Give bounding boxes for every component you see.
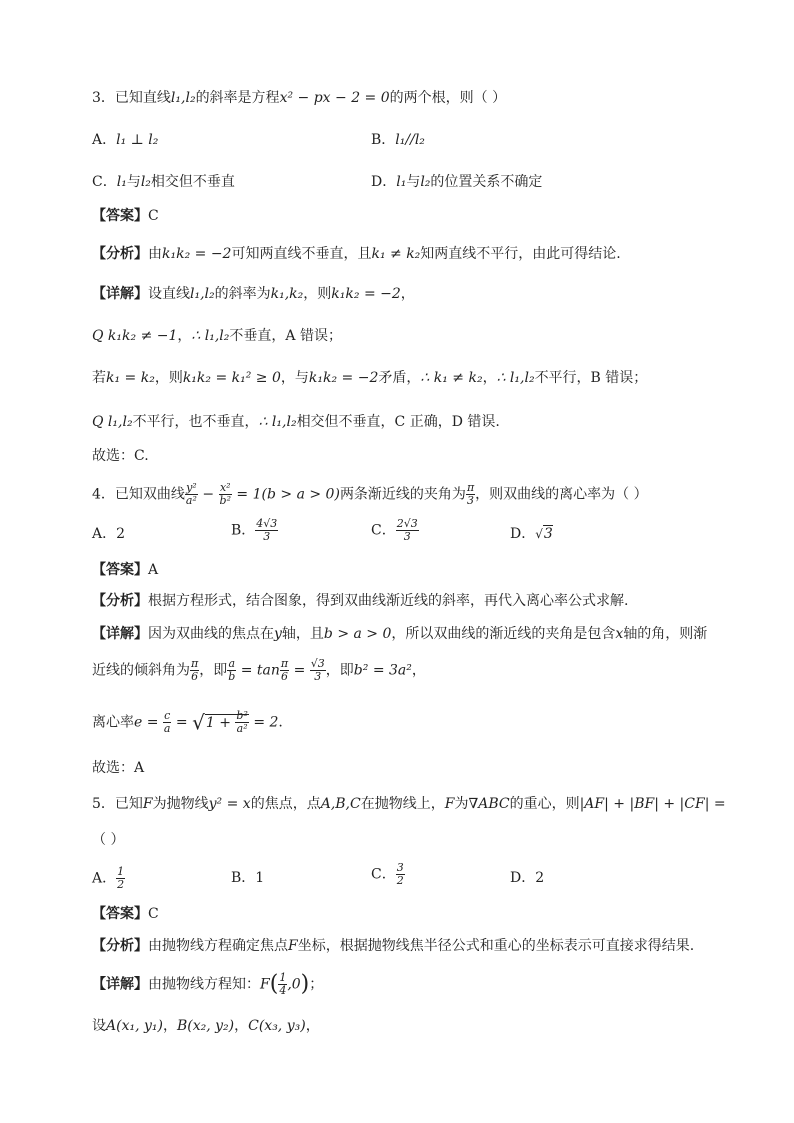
detail-math: = tan <box>236 662 280 679</box>
q3-detail-line-3 <box>92 368 647 388</box>
answer-tag: 【答案】 <box>92 562 148 578</box>
q5-analysis <box>92 936 694 956</box>
q4-equation: = 1(b > a > 0) <box>231 486 340 503</box>
detail-text: ，则 <box>154 370 183 386</box>
detail-text: ； <box>309 976 324 993</box>
fraction: $\frac{1}{2}$ <box>117 865 125 891</box>
analysis-text: 根据方程形式，结合图象，得到双曲线渐近线的斜率，再代入离心率公式求解. <box>148 593 629 609</box>
fraction: $\frac{3}{2}$ <box>396 861 404 887</box>
detail-math: = <box>171 714 193 731</box>
fraction: $\frac{\pi}{3}$ <box>466 481 475 507</box>
q5-stem-line-2 <box>92 830 124 850</box>
detail-tag: 【详解】 <box>92 626 148 642</box>
fraction: $\frac{\text{y²}}{\text{a²}}$ <box>185 481 197 507</box>
detail-text: 离心率 <box>92 714 134 731</box>
detail-text: 不垂直，A 错误； <box>229 328 342 344</box>
option-text: A．2 <box>92 526 126 542</box>
option-text: 与 <box>126 174 141 190</box>
paren-open: ( <box>269 971 279 997</box>
q3-stem-math: l₁,l₂ <box>170 90 196 106</box>
q5-detail-line-1 <box>92 972 323 997</box>
q5-math: y² = x <box>208 796 251 812</box>
detail-text: 若 <box>92 370 106 386</box>
detail-text: ，即 <box>199 662 228 679</box>
detail-math: F <box>260 976 270 993</box>
option-text: B．1 <box>231 870 265 886</box>
detail-math: l₁,l₂ <box>190 286 215 302</box>
detail-text: ，则 <box>303 286 332 302</box>
answer-value: C <box>148 906 159 922</box>
detail-math: b > a > 0 <box>323 626 392 642</box>
analysis-text: 由抛物线方程确定焦点 <box>148 938 288 954</box>
q4-answer <box>92 560 158 580</box>
q5-option-c <box>371 862 405 887</box>
fraction: $\frac{c}{a}$ <box>163 709 171 735</box>
q3-equation: x² − px − 2 = 0 <box>279 90 390 106</box>
q3-stem <box>92 88 506 108</box>
q5-stem-text: （ ） <box>92 832 125 848</box>
q5-math: F <box>142 796 153 812</box>
fraction: $\frac{4√3}{3}$ <box>256 517 278 543</box>
detail-math: C(x₃, y₃) <box>248 1018 306 1034</box>
answer-tag: 【答案】 <box>92 208 148 224</box>
detail-math: k₁k₂ = −2 <box>308 370 379 386</box>
answer-value: C <box>148 208 159 224</box>
q5-stem-text: 为抛物线 <box>152 796 209 812</box>
detail-text: ， <box>162 1018 177 1034</box>
q3-option-a <box>92 130 158 150</box>
analysis-math: k₁k₂ = −2 <box>162 246 232 262</box>
q5-stem-text: 5．已知 <box>92 796 143 812</box>
q3-detail-line-2 <box>92 326 342 346</box>
fraction: $\frac{√3}{3}$ <box>310 657 325 683</box>
option-label: B． <box>231 522 256 539</box>
option-text: 相交但不垂直 <box>150 174 235 190</box>
answer-tag: 【答案】 <box>92 906 148 922</box>
detail-text: ， <box>411 662 426 679</box>
option-label: C． <box>92 174 117 190</box>
detail-text: 设 <box>92 1018 106 1034</box>
detail-math: B(x₂, y₂) <box>176 1018 235 1034</box>
fraction: $\frac{\pi}{6}$ <box>280 657 289 683</box>
option-math: l₂ <box>140 174 151 190</box>
q4-option-a <box>92 524 125 544</box>
detail-math: ,0 <box>287 976 301 993</box>
detail-text: 不平行，B 错误； <box>534 370 648 386</box>
q5-answer <box>92 904 159 924</box>
detail-math: ∴ l₁,l₂ <box>191 328 230 344</box>
detail-math: y <box>274 626 282 642</box>
option-math: l₂ <box>420 174 431 190</box>
detail-math: b² = 3a² <box>353 662 412 679</box>
detail-math: k₁ = k₂ <box>106 370 155 386</box>
analysis-text: 由 <box>148 246 162 262</box>
option-math: l₁//l₂ <box>395 132 425 148</box>
option-label: B． <box>371 132 396 148</box>
q4-option-b <box>231 518 278 543</box>
option-label: D． <box>371 174 397 190</box>
operator: − <box>197 486 219 503</box>
fraction: $\frac{2√3}{3}$ <box>396 517 418 543</box>
q4-choose <box>92 758 144 778</box>
detail-text: 设直线 <box>148 286 190 302</box>
fraction: $\frac{1}{4}$ <box>279 971 287 997</box>
detail-text: 矛盾， <box>378 370 421 386</box>
q3-option-c <box>92 172 235 192</box>
choose-text: 故选：A <box>92 760 145 776</box>
analysis-text: 知两直线不平行，由此可得结论. <box>420 246 621 262</box>
detail-math: Q l₁,l₂ <box>92 414 133 430</box>
q5-stem-text: 在抛物线上， <box>360 796 445 812</box>
option-math: 3 <box>543 526 553 542</box>
q3-detail-line-4 <box>92 412 500 432</box>
q4-stem-text: 4．已知双曲线 <box>92 486 185 503</box>
option-math: l₁ ⊥ l₂ <box>116 132 159 148</box>
q4-detail-line-2 <box>92 658 426 683</box>
q4-detail-line-3 <box>92 710 283 735</box>
q3-stem-text: 的斜率是方程 <box>195 90 280 106</box>
q5-math: ∇ABC <box>468 796 510 812</box>
option-label: C． <box>371 866 396 883</box>
analysis-math: F <box>288 938 298 954</box>
detail-tag: 【详解】 <box>92 286 148 302</box>
detail-text: 相交但不垂直，C 正确，D 错误. <box>296 414 500 430</box>
analysis-tag: 【分析】 <box>92 593 148 609</box>
option-text: 的位置关系不确定 <box>430 174 543 190</box>
option-label: C． <box>371 522 396 539</box>
detail-math: = <box>289 662 310 679</box>
q3-option-b <box>371 130 425 150</box>
fraction: $\frac{\text{x²}}{\text{b²}}$ <box>219 481 231 507</box>
detail-text: ， <box>482 370 497 386</box>
q5-math: A,B,C <box>320 796 361 812</box>
analysis-math: k₁ ≠ k₂ <box>371 246 421 262</box>
sqrt-symbol: √ <box>192 710 205 735</box>
detail-text: 的斜率为 <box>214 286 271 302</box>
detail-math: x <box>615 626 624 642</box>
answer-value: A <box>148 562 159 578</box>
detail-text: ，与 <box>280 370 309 386</box>
fraction: $\frac{\pi}{6}$ <box>191 657 199 683</box>
option-text: 与 <box>406 174 421 190</box>
option-math: l₁ <box>396 174 407 190</box>
detail-math: k₁k₂ = k₁² ≥ 0 <box>182 370 281 386</box>
option-label: A． <box>92 870 117 887</box>
detail-text: . <box>278 714 283 731</box>
option-text: D．2 <box>510 870 545 886</box>
q5-math: F <box>444 796 455 812</box>
detail-text: 近线的倾斜角为 <box>92 662 190 679</box>
detail-math: e = <box>134 714 163 731</box>
q5-stem-text: 的焦点，点 <box>250 796 321 812</box>
q5-stem-line-1 <box>92 794 726 814</box>
paren-close: ) <box>300 971 310 997</box>
detail-text: 由抛物线方程知： <box>148 976 260 993</box>
q5-stem-text: 为 <box>454 796 469 812</box>
q4-analysis <box>92 591 628 611</box>
detail-math: A(x₁, y₁) <box>106 1018 163 1034</box>
q3-option-d <box>371 172 542 192</box>
option-math: l₁ <box>116 174 127 190</box>
detail-math: k₁k₂ = −2 <box>331 286 401 302</box>
q5-math: |AF| + |BF| + |CF| = <box>579 796 726 812</box>
option-label: A． <box>92 132 117 148</box>
choose-text: 故选：C. <box>92 448 149 464</box>
detail-tag: 【详解】 <box>92 976 148 993</box>
detail-text: 轴，且 <box>281 626 324 642</box>
fraction: $\frac{a}{b}$ <box>228 657 236 683</box>
analysis-tag: 【分析】 <box>92 246 148 262</box>
detail-text: ， <box>400 286 415 302</box>
detail-math: Q k₁k₂ ≠ −1 <box>92 328 178 344</box>
option-label: D． <box>510 526 536 542</box>
q5-detail-line-2 <box>92 1016 320 1036</box>
q3-choose <box>92 446 149 466</box>
q4-option-d: D．√3 <box>510 526 553 542</box>
detail-math: ∴ k₁ ≠ k₂ <box>420 370 483 386</box>
detail-text: 轴的角，则渐 <box>623 626 708 642</box>
q3-answer <box>92 206 159 226</box>
detail-math: ∴ l₁,l₂ <box>258 414 297 430</box>
analysis-text: 坐标，根据抛物线焦半径公式和重心的坐标表示可直接求得结果. <box>297 938 695 954</box>
detail-math: ∴ l₁,l₂ <box>496 370 535 386</box>
sqrt-body: 1 + $\frac{\text{b²}}{\text{a²}}$ <box>205 709 248 735</box>
detail-text: ， <box>177 328 192 344</box>
analysis-text: 可知两直线不垂直，且 <box>231 246 372 262</box>
q3-stem-text: 3．已知直线 <box>92 90 171 106</box>
detail-text: 不平行，也不垂直， <box>132 414 259 430</box>
detail-text: ， <box>305 1018 320 1034</box>
detail-math: k₁,k₂ <box>270 286 304 302</box>
q5-option-d <box>510 868 544 888</box>
q3-stem-text: 的两个根，则（ ） <box>389 90 507 106</box>
detail-text: ， <box>234 1018 249 1034</box>
q4-stem-text: ，则双曲线的离心率为（ ） <box>475 486 648 503</box>
detail-text: 因为双曲线的焦点在 <box>148 626 274 642</box>
q4-stem <box>92 482 648 507</box>
q4-option-c <box>371 518 419 543</box>
q3-analysis <box>92 244 621 264</box>
q3-detail-line-1 <box>92 284 415 304</box>
q4-detail-line-1 <box>92 624 707 644</box>
detail-math: = 2 <box>248 714 279 731</box>
detail-text: ，即 <box>325 662 354 679</box>
q4-stem-text: 两条渐近线的夹角为 <box>339 486 466 503</box>
q5-option-b <box>231 868 264 888</box>
q5-option-a <box>92 866 125 891</box>
q5-stem-text: 的重心，则 <box>509 796 580 812</box>
analysis-tag: 【分析】 <box>92 938 148 954</box>
detail-text: ，所以双曲线的渐近线的夹角是包含 <box>391 626 616 642</box>
